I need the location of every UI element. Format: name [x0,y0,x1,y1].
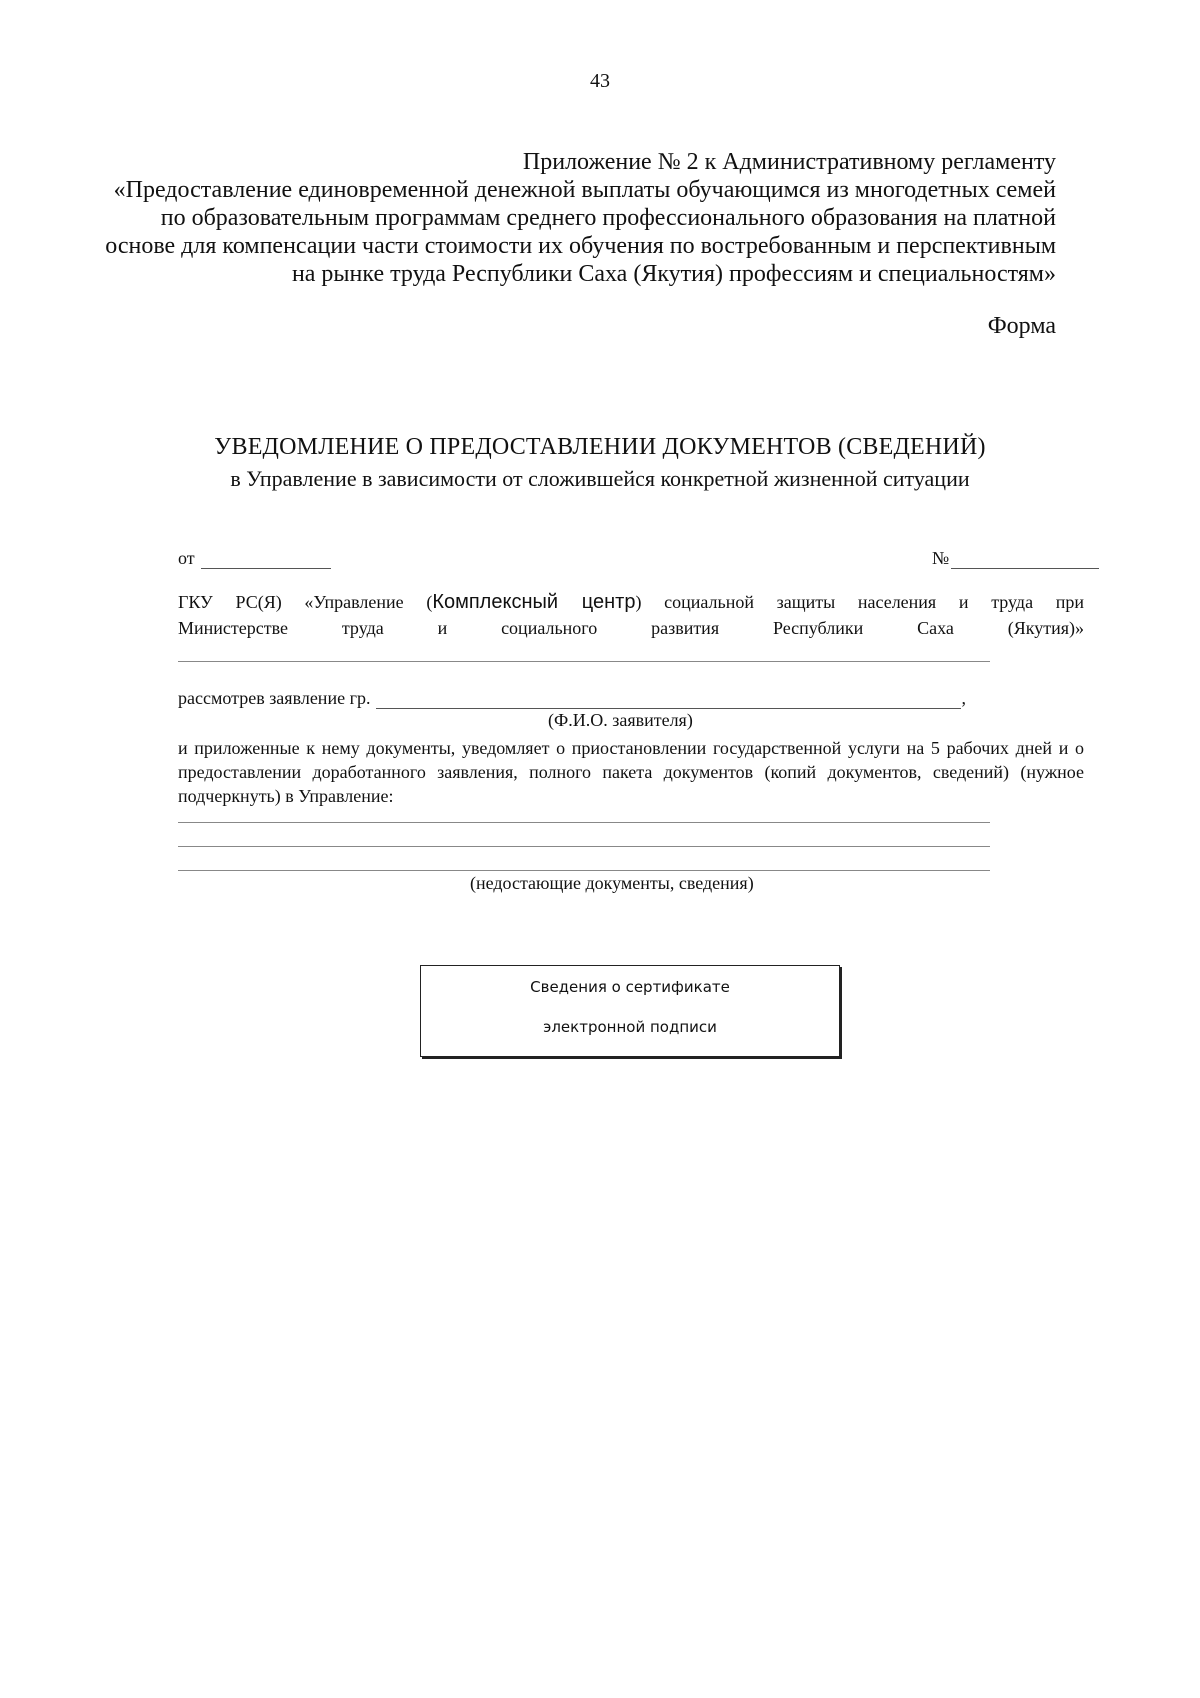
appendix-line: по образовательным программам среднего профессионального образования на платной [160,205,1056,231]
from-label: от [178,548,195,568]
date-blank-line [201,550,331,569]
page-number: 43 [590,70,610,92]
number-label: № [932,548,950,568]
missing-docs-line-2 [178,846,990,847]
document-subtitle: в Управление в зависимости от сложившейся конкретной жизненной ситуации [230,466,970,491]
appendix-line: на рынке труда Республики Саха (Якутия) профессиям и специальностям» [291,261,1056,287]
appendix-line: «Предоставление единовременной денежной выплаты обучающимся из многодетных семей [113,177,1056,203]
number-blank-line [951,550,1099,569]
organization-line-1 [178,589,1084,615]
organization-emphasis: Комплексный центр [432,591,636,613]
applicant-row [178,688,966,709]
organization-text: ) социальной защиты населения и труда при [635,592,1084,612]
signature-box-line-2: электронной подписи [543,1018,717,1036]
document-title: УВЕДОМЛЕНИЕ О ПРЕДОСТАВЛЕНИИ ДОКУМЕНТОВ (СВЕДЕНИЙ) [214,434,986,460]
signature-box-line-1: Сведения о сертификате [530,978,730,996]
missing-docs-line-3 [178,870,990,871]
organization-blank-line [178,661,990,662]
applicant-name-blank [376,690,961,709]
missing-docs-caption: (недостающие документы, сведения) [470,873,754,893]
missing-docs-line-1 [178,822,990,823]
signature-certificate-box [420,965,840,1057]
organization-text: ГКУ РС(Я) «Управление ( [178,592,433,612]
fio-caption: (Ф.И.О. заявителя) [548,710,693,730]
comma: , [961,688,966,708]
organization-line-2: Министерстве труда и социального развития Республики Саха (Якутия)» [178,618,1084,638]
appendix-line: Приложение № 2 к Административному регламенту [522,149,1056,175]
reviewed-label: рассмотрев заявление гр. [178,688,371,708]
form-label: Форма [987,313,1056,339]
appendix-header [96,148,1056,288]
body-text: и приложенные к нему документы, уведомляет о приостановлении государственной услуги на 5 рабочих дней и о предоставлении доработанного заявления, полного пакета документов (копий документов, сведений) (нужное подчеркнуть) в Управление: [178,738,1084,806]
appendix-line: основе для компенсации части стоимости их обучения по востребованным и перспективным [105,233,1056,259]
date-field-row [178,548,331,569]
number-field-row [932,548,1099,569]
